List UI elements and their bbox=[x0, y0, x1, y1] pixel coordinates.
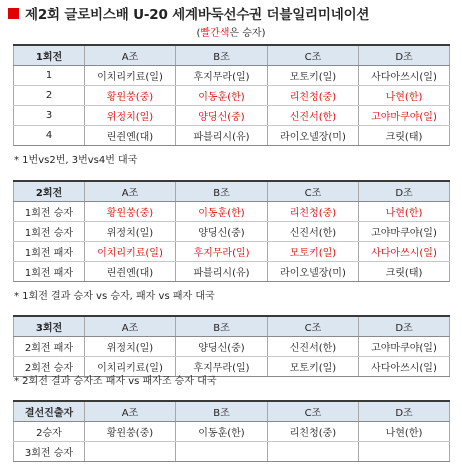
row-label: 1 bbox=[14, 66, 85, 86]
player-cell: 린쥔옌(대) bbox=[85, 262, 176, 282]
player-cell: 사다아쓰시(일) bbox=[359, 357, 450, 377]
group-header: A조 bbox=[85, 45, 176, 66]
row-label: 1회전 승자 bbox=[14, 202, 85, 222]
group-header: B조 bbox=[176, 401, 268, 422]
player-cell: 양딩신(중) bbox=[176, 106, 268, 126]
player-cell: 후지무라(일) bbox=[176, 357, 268, 377]
table-row bbox=[14, 66, 450, 86]
player-cell: 모토키(일) bbox=[268, 357, 359, 377]
table-row bbox=[14, 222, 450, 242]
legend-red-word: 빨간색 bbox=[200, 28, 230, 39]
player-cell: 사다아쓰시(일) bbox=[359, 66, 450, 86]
table-header-row bbox=[14, 181, 450, 202]
player-cell: 이동훈(한) bbox=[176, 422, 268, 442]
row-label: 2회전 승자 bbox=[14, 357, 85, 377]
table-row bbox=[14, 242, 450, 262]
round-header: 1회전 bbox=[14, 45, 85, 66]
player-cell: 위정치(일) bbox=[85, 222, 176, 242]
row-label: 4 bbox=[14, 126, 85, 146]
player-cell: 나현(한) bbox=[359, 202, 450, 222]
player-cell bbox=[268, 442, 359, 462]
player-cell: 리친청(중) bbox=[268, 86, 359, 106]
group-header: D조 bbox=[359, 316, 450, 337]
player-cell: 파블리시(유) bbox=[176, 262, 268, 282]
row-label: 1회전 패자 bbox=[14, 262, 85, 282]
group-header: C조 bbox=[268, 316, 359, 337]
title-row bbox=[8, 4, 369, 22]
round-note: * 1회전 결과 승자 vs 승자, 패자 vs 패자 대국 bbox=[14, 291, 215, 302]
player-cell: 후지무라(일) bbox=[176, 66, 268, 86]
row-label: 2 bbox=[14, 86, 85, 106]
row-label: 2회전 패자 bbox=[14, 337, 85, 357]
player-cell: 이치리키료(일) bbox=[85, 242, 176, 262]
player-cell: 황윈쑹(중) bbox=[85, 202, 176, 222]
row-label: 1회전 승자 bbox=[14, 222, 85, 242]
table-header-row bbox=[14, 316, 450, 337]
player-cell: 리친청(중) bbox=[268, 202, 359, 222]
player-cell: 라이오넬장(미) bbox=[268, 126, 359, 146]
player-cell: 고야마쿠야(일) bbox=[359, 222, 450, 242]
player-cell: 후지무라(일) bbox=[176, 242, 268, 262]
player-cell: 크릿(태) bbox=[359, 262, 450, 282]
player-cell: 모토키(일) bbox=[268, 66, 359, 86]
table-row bbox=[14, 126, 450, 146]
player-cell: 신진서(한) bbox=[268, 106, 359, 126]
player-cell: 고야마쿠야(일) bbox=[359, 337, 450, 357]
round-note: * 1번vs2번, 3번vs4번 대국 bbox=[14, 155, 138, 166]
player-cell: 나현(한) bbox=[359, 86, 450, 106]
round-note: * 2회전 결과 승자조 패자 vs 패자조 승자 대국 bbox=[14, 376, 217, 387]
group-header: D조 bbox=[359, 181, 450, 202]
group-header: A조 bbox=[85, 401, 176, 422]
player-cell bbox=[176, 442, 268, 462]
player-cell: 파블리시(유) bbox=[176, 126, 268, 146]
round-table-3 bbox=[13, 315, 450, 377]
table-row bbox=[14, 202, 450, 222]
row-label: 3 bbox=[14, 106, 85, 126]
group-header: C조 bbox=[268, 45, 359, 66]
player-cell bbox=[85, 442, 176, 462]
group-header: C조 bbox=[268, 401, 359, 422]
table-row bbox=[14, 422, 450, 442]
legend-open-paren: ( bbox=[196, 28, 201, 39]
player-cell: 이치리키료(일) bbox=[85, 66, 176, 86]
player-cell: 양딩신(중) bbox=[176, 222, 268, 242]
page-title: 제2회 글로비스배 U-20 세계바둑선수권 더블일리미네이션 bbox=[25, 7, 370, 23]
row-label: 2승자 bbox=[14, 422, 85, 442]
player-cell: 나현(한) bbox=[359, 422, 450, 442]
player-cell: 위정치(일) bbox=[85, 337, 176, 357]
player-cell: 황윈쑹(중) bbox=[85, 422, 176, 442]
table-header-row bbox=[14, 45, 450, 66]
group-header: D조 bbox=[359, 45, 450, 66]
player-cell: 사다아쓰시(일) bbox=[359, 242, 450, 262]
group-header: D조 bbox=[359, 401, 450, 422]
player-cell: 위정치(일) bbox=[85, 106, 176, 126]
round-header: 2회전 bbox=[14, 181, 85, 202]
player-cell: 황윈쑹(중) bbox=[85, 86, 176, 106]
player-cell: 신진서(한) bbox=[268, 337, 359, 357]
player-cell: 리친청(중) bbox=[268, 422, 359, 442]
player-cell: 라이오넬장(미) bbox=[268, 262, 359, 282]
player-cell: 모토키(일) bbox=[268, 242, 359, 262]
round-table-2 bbox=[13, 180, 450, 282]
table-row bbox=[14, 337, 450, 357]
group-header: B조 bbox=[176, 181, 268, 202]
group-header: A조 bbox=[85, 316, 176, 337]
row-label: 3회전 승자 bbox=[14, 442, 85, 462]
player-cell: 고야마쿠야(일) bbox=[359, 106, 450, 126]
player-cell: 린쥔옌(대) bbox=[85, 126, 176, 146]
player-cell: 이동훈(한) bbox=[176, 202, 268, 222]
table-header-row bbox=[14, 401, 450, 422]
group-header: B조 bbox=[176, 316, 268, 337]
title-bullet-icon bbox=[8, 8, 19, 19]
group-header: A조 bbox=[85, 181, 176, 202]
player-cell bbox=[359, 442, 450, 462]
legend-note bbox=[0, 24, 462, 39]
table-row bbox=[14, 106, 450, 126]
table-row bbox=[14, 86, 450, 106]
row-label: 1회전 패자 bbox=[14, 242, 85, 262]
player-cell: 신진서(한) bbox=[268, 222, 359, 242]
player-cell: 이동훈(한) bbox=[176, 86, 268, 106]
legend-rest: 은 승자) bbox=[229, 28, 266, 39]
round-header: 결선진출자 bbox=[14, 401, 85, 422]
player-cell: 이치리키료(일) bbox=[85, 357, 176, 377]
table-row bbox=[14, 442, 450, 462]
round-table-4 bbox=[13, 400, 450, 462]
table-row bbox=[14, 262, 450, 282]
round-header: 3회전 bbox=[14, 316, 85, 337]
player-cell: 크릿(태) bbox=[359, 126, 450, 146]
group-header: B조 bbox=[176, 45, 268, 66]
group-header: C조 bbox=[268, 181, 359, 202]
round-table-1 bbox=[13, 44, 450, 146]
player-cell: 양딩신(중) bbox=[176, 337, 268, 357]
